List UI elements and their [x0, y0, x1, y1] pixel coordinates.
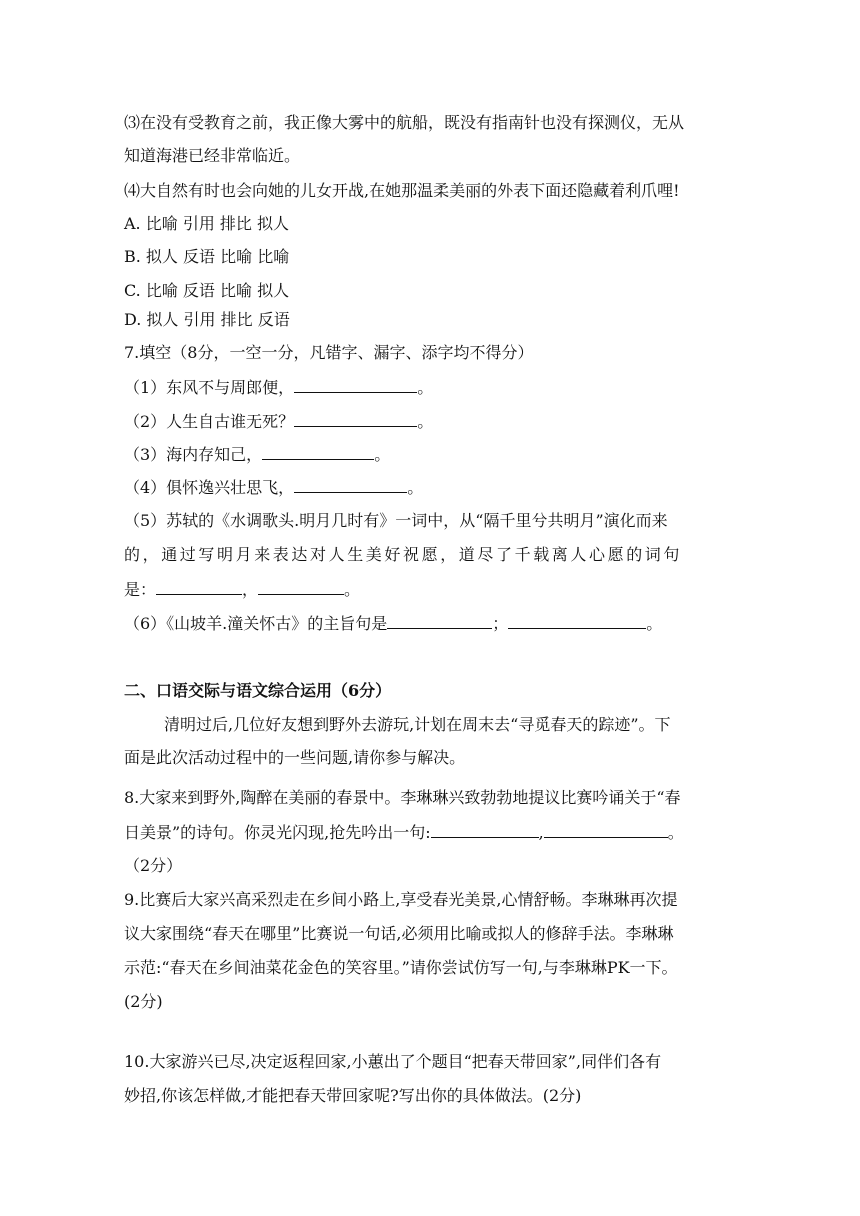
q7-item-2-text: （2）人生自古谁无死？	[124, 412, 295, 431]
q7-item-4-blank[interactable]	[294, 477, 407, 493]
q7-item-6-text: （6）《山坡羊.潼关怀古》的主旨句是	[124, 614, 388, 633]
q7-item-5-line-1: （5）苏轼的《水调歌头.明月几时有》一词中，从“隔千里兮共明月”演化而来	[124, 511, 668, 530]
q9-score: (2分)	[124, 992, 163, 1011]
q6-option-c: C. 比喻 反语 比喻 拟人	[124, 281, 290, 300]
section-2-intro-line-1: 清明过后,几位好友想到野外去游玩,计划在周末去“寻觅春天的踪迹”。下	[164, 715, 671, 734]
q8-line-2	[124, 822, 684, 843]
q7-item-4-text: （4）俱怀逸兴壮思飞，	[124, 478, 295, 497]
section-2-intro-line-2: 面是此次活动过程中的一些问题,请你参与解决。	[124, 748, 466, 767]
q7-item-1-period: 。	[417, 378, 434, 397]
q6-sentence-4: ⑷大自然有时也会向她的儿女开战,在她那温柔美丽的外表下面还隐藏着利爪哩!	[124, 181, 680, 200]
q7-item-1-blank[interactable]	[294, 377, 417, 393]
q9-line-1: 9.比赛后大家兴高采烈走在乡间小路上,享受春光美景,心情舒畅。李琳琳再次提	[124, 890, 678, 909]
q7-item-6-period: 。	[646, 614, 663, 633]
q7-item-2	[124, 411, 433, 432]
q7-item-5-prefix: 是：	[124, 580, 157, 599]
q9-line-3: 示范:“春天在乡间油菜花金色的笑容里。”请你尝试仿写一句,与李琳琳PK一下。	[124, 958, 678, 977]
section-2-heading: 二、口语交际与语文综合运用（6分）	[124, 681, 392, 700]
q7-item-2-period: 。	[417, 412, 434, 431]
q7-item-5-line-3	[124, 579, 360, 600]
q6-option-b: B. 拟人 反语 比喻 比喻	[124, 247, 290, 266]
q9-line-2: 议大家围绕“春天在哪里”比赛说一句话,必须用比喻或拟人的修辞手法。李琳琳	[124, 924, 674, 943]
q7-item-6-blank-1[interactable]	[387, 613, 492, 629]
q8-line-2-text: 日美景”的诗句。你灵光闪现,抢先吟出一句:	[124, 823, 431, 842]
q7-item-2-blank[interactable]	[294, 411, 417, 427]
q7-item-1-text: （1）东风不与周郎便，	[124, 378, 295, 397]
q6-sentence-3-line-2: 知道海港已经非常临近。	[124, 146, 301, 165]
q7-item-4-period: 。	[407, 478, 424, 497]
q7-item-3-period: 。	[374, 445, 391, 464]
q7-item-3	[124, 444, 390, 465]
q8-score: （2分）	[124, 856, 183, 875]
q7-item-5-blank-2[interactable]	[258, 579, 344, 595]
q6-sentence-3-line-1: ⑶在没有受教育之前，我正像大雾中的航船，既没有指南针也没有探测仪，无从	[124, 113, 685, 132]
q7-item-5-line-2: 的，通过写明月来表达对人生美好祝愿，道尽了千载离人心愿的词句	[124, 545, 683, 564]
q8-period: 。	[667, 823, 684, 842]
q7-item-6-blank-2[interactable]	[508, 613, 646, 629]
q10-line-2: 妙招,你该怎样做,才能把春天带回家呢?写出你的具体做法。(2分)	[124, 1086, 582, 1105]
q8-blank-1[interactable]	[431, 822, 539, 838]
q7-item-5-comma: ，	[242, 580, 259, 599]
q8-line-1: 8.大家来到野外,陶醉在美丽的春景中。李琳琳兴致勃勃地提议比赛吟诵关于“春	[124, 788, 681, 807]
q7-item-4	[124, 477, 423, 498]
q10-line-1: 10.大家游兴已尽,决定返程回家,小蕙出了个题目“把春天带回家”,同伴们各有	[124, 1052, 662, 1071]
q7-item-3-blank[interactable]	[262, 444, 374, 460]
q7-item-5-blank-1[interactable]	[156, 579, 242, 595]
q7-item-5-period: 。	[344, 580, 361, 599]
q8-blank-2[interactable]	[544, 822, 668, 838]
q6-option-a: A. 比喻 引用 排比 拟人	[124, 214, 289, 233]
q6-option-d: D. 拟人 引用 排比 反语	[124, 310, 290, 329]
q7-item-6-semicolon: ；	[492, 614, 509, 633]
q8-comma: ,	[538, 823, 544, 842]
q7-item-3-text: （3）海内存知己，	[124, 445, 263, 464]
q7-item-1	[124, 377, 433, 398]
q7-title: 7.填空（8分，一空一分，凡错字、漏字、添字均不得分）	[124, 343, 534, 362]
q7-item-6	[124, 613, 662, 634]
